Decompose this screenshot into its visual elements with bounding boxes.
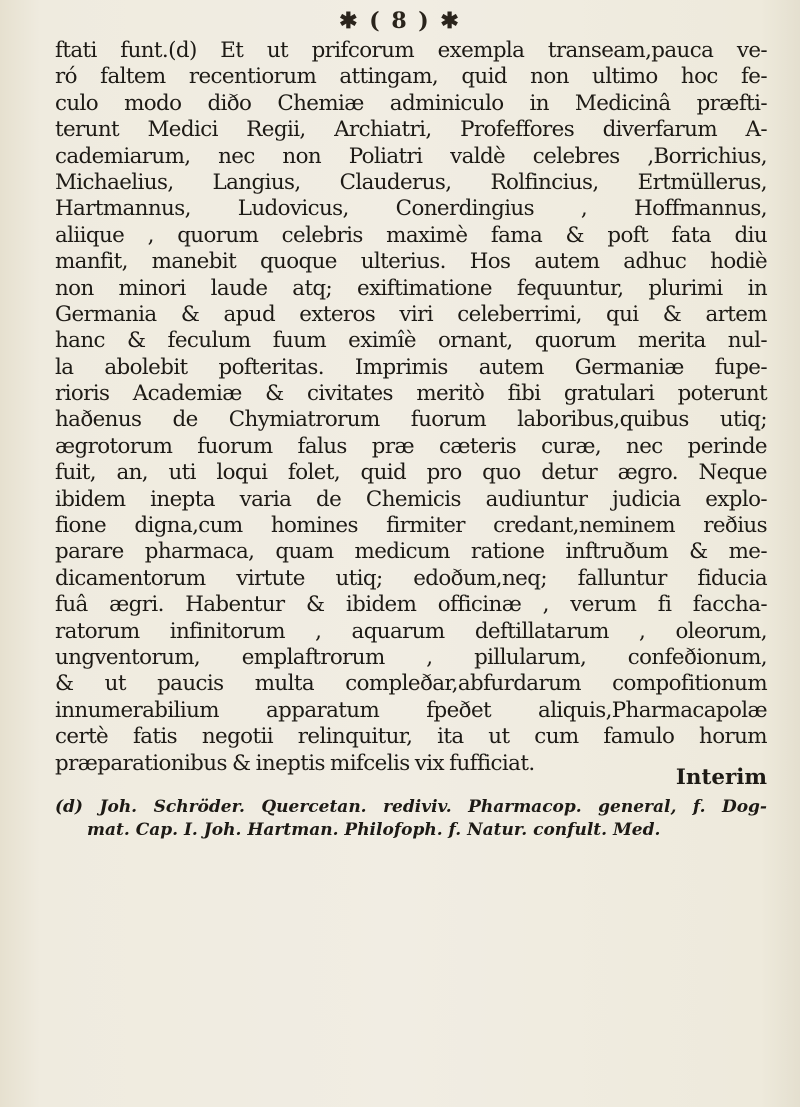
text-line: innumerabilium apparatum fpeðet aliquis,Pharmacapolæ <box>55 697 767 723</box>
footnote <box>55 796 767 842</box>
text-line: culo modo diðo Chemiæ adminiculo in Medicinâ præfti- <box>55 90 767 116</box>
text-line: non minori laude atq; exiftimatione fequuntur, plurimi in <box>55 275 767 301</box>
text-line: ungventorum, emplaftrorum , pillularum, confeðionum, <box>55 644 767 670</box>
text-line: cademiarum, nec non Poliatri valdè celebres ,Borrichius, <box>55 143 767 169</box>
text-line: fione digna,cum homines firmiter credant,neminem reðius <box>55 513 767 539</box>
text-line: ibidem inepta varia de Chemicis audiuntur judicia explo- <box>55 486 767 512</box>
text-line: ftati funt.(d) Et ut prifcorum exempla transeam,pauca ve- <box>55 38 767 63</box>
text-line: ró faltem recentiorum attingam, quid non ultimo hoc fe- <box>55 64 767 90</box>
text-line: terunt Medici Regii, Archiatri, Profeffores diverfarum A- <box>55 117 767 143</box>
text-line: la abolebit pofteritas. Imprimis autem Germaniæ fupe- <box>55 354 767 380</box>
text-line: haðenus de Chymiatrorum fuorum laboribus,quibus utiq; <box>55 407 767 433</box>
text-line: aliique , quorum celebris maximè fama & poft fata diu <box>55 222 767 248</box>
text-line: Hartmannus, Ludovicus, Conerdingius , Hoffmannus, <box>55 196 767 222</box>
text-line: rioris Academiæ & civitates meritò fibi gratulari poterunt <box>55 381 767 407</box>
text-line: ratorum infinitorum , aquarum deftillatarum , oleorum, <box>55 618 767 644</box>
catchword: Interim <box>675 765 767 790</box>
text-line: Michaelius, Langius, Clauderus, Rolfincius, Ertmüllerus, <box>55 169 767 195</box>
catchword-row <box>55 765 767 793</box>
text-line: ægrotorum fuorum falus præ cæteris curæ, nec perinde <box>55 433 767 459</box>
text-line: Germania & apud exteros viri celeberrimi, qui & artem <box>55 301 767 327</box>
text-line: hanc & feculum fuum eximîè ornant, quorum merita nul- <box>55 328 767 354</box>
text-line: parare pharmaca, quam medicum ratione inftruðum & me- <box>55 539 767 565</box>
text-line: fuit, an, uti loqui folet, quid pro quo detur ægro. Neque <box>55 460 767 486</box>
text-line: præparationibus & ineptis mifcelis vix fufficiat. <box>55 750 535 776</box>
text-line: fuâ ægri. Habentur & ibidem officinæ , verum fi faccha- <box>55 592 767 618</box>
page-header: ✱ ( 8 ) ✱ <box>339 8 461 34</box>
body-text <box>55 38 767 777</box>
footnote-line: mat. Cap. I. Joh. Hartman. Philofoph. f. Natur. confult. Med. <box>87 820 661 840</box>
footnote-line: (d) Joh. Schröder. Quercetan. rediviv. Pharmacop. general, f. Dog- <box>55 797 767 817</box>
text-line: manfit, manebit quoque ulterius. Hos autem adhuc hodiè <box>55 249 767 275</box>
text-line: certè fatis negotii relinquitur, ita ut cum famulo horum <box>55 724 767 750</box>
text-line: dicamentorum virtute utiq; edoðum,neq; falluntur fiducia <box>55 565 767 591</box>
text-line: & ut paucis multa compleðar,abfurdarum compofitionum <box>55 671 767 697</box>
